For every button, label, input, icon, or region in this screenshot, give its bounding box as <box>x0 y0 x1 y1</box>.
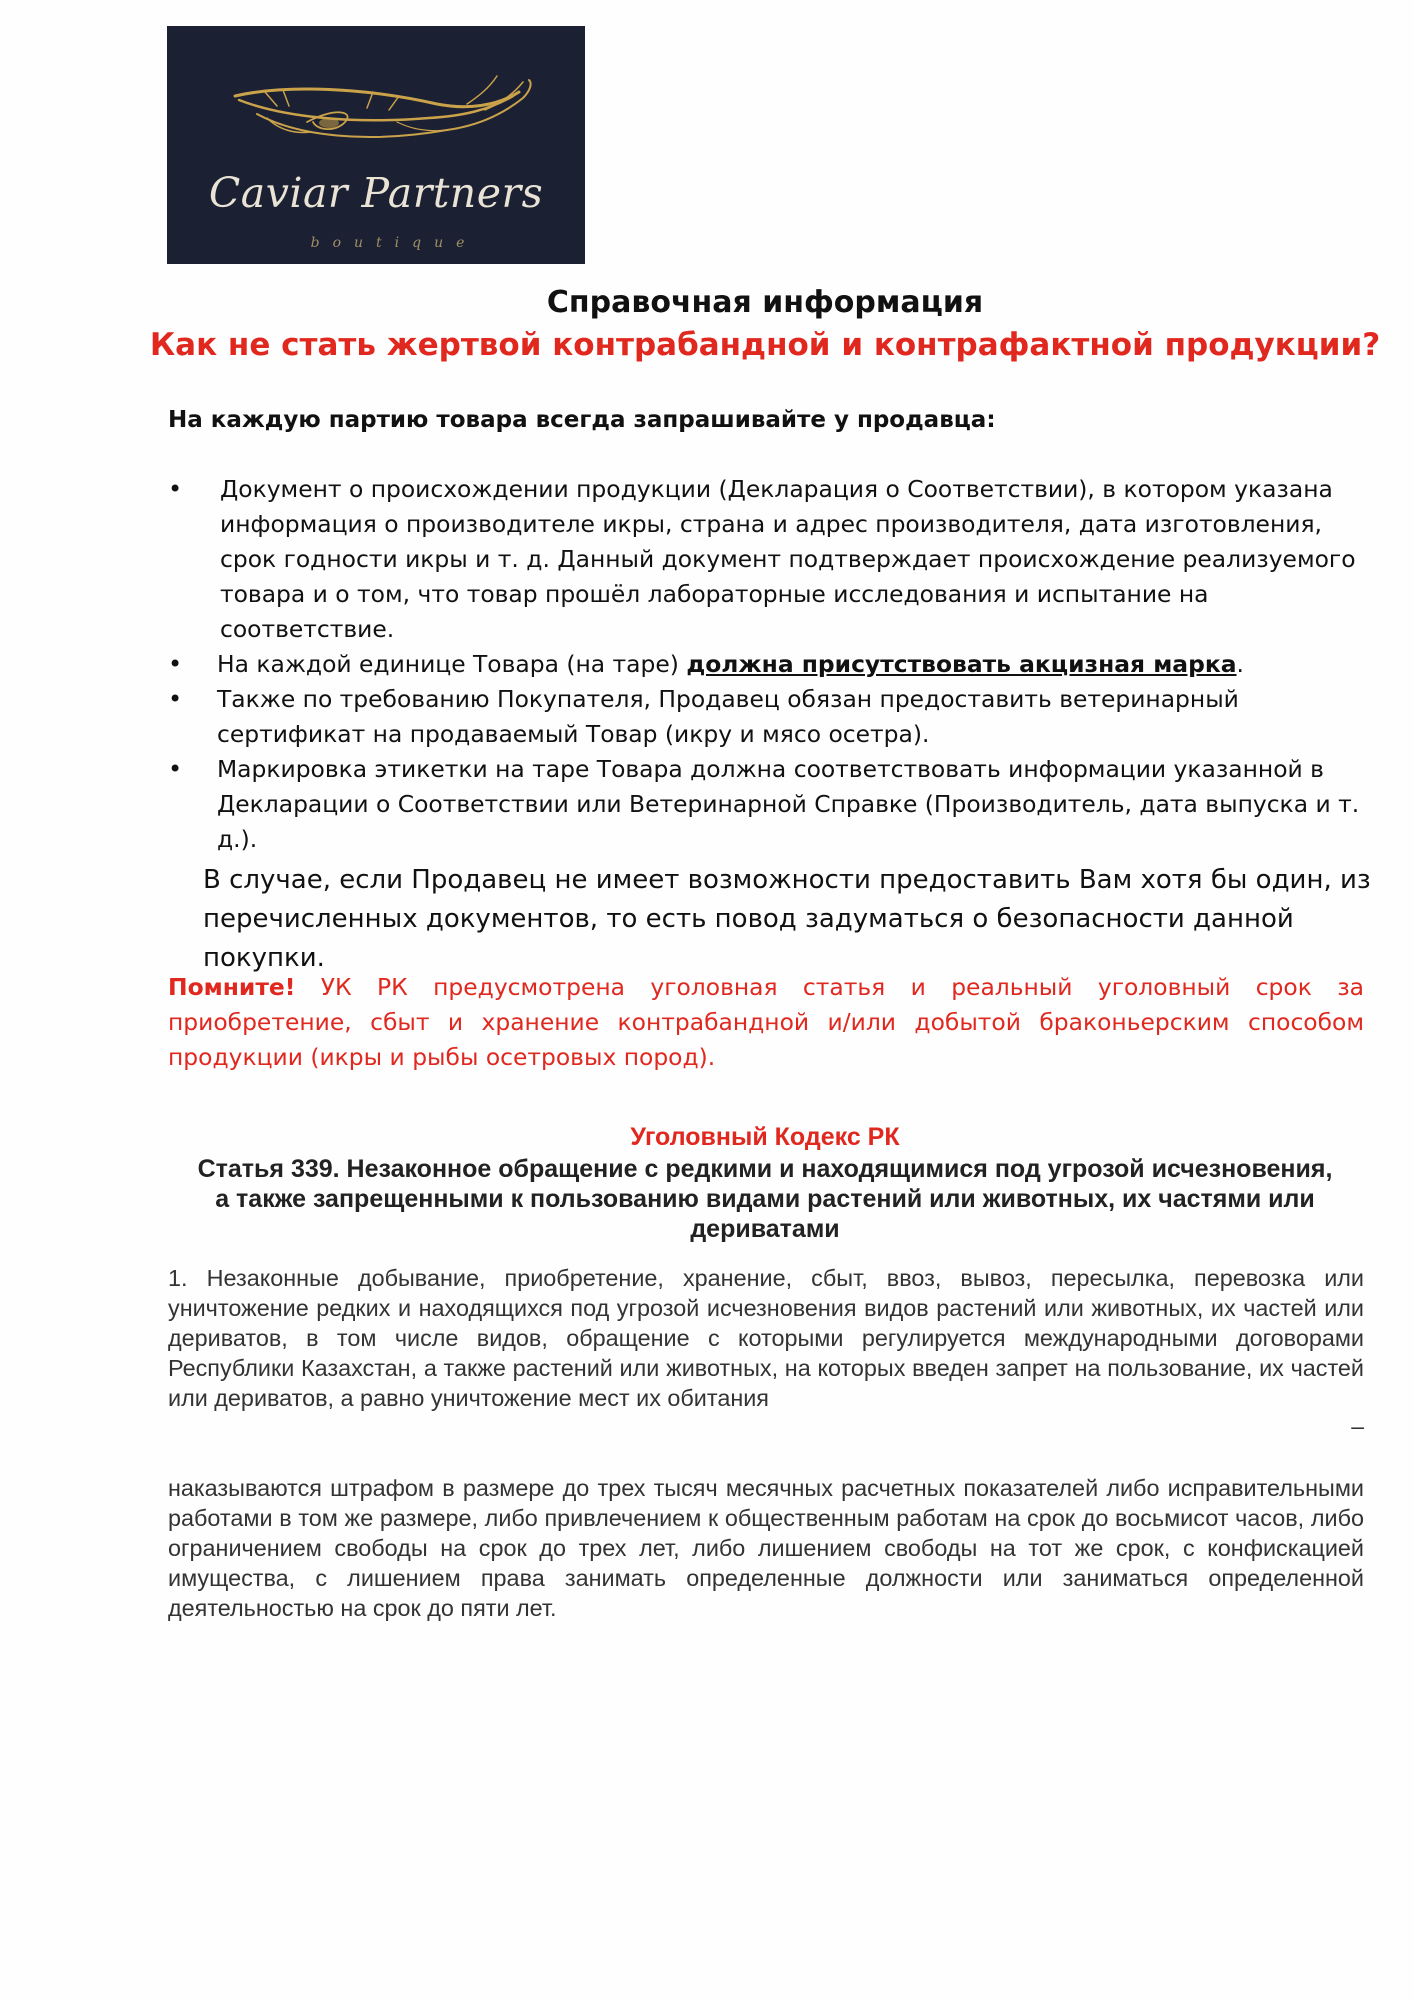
list-item-text: Маркировка этикетки на таре Товара должна соответствовать информации указанной в Декларации о Соответствии или Ветеринарной Справке (Производитель, дата выпуска и т. д.). <box>217 755 1360 853</box>
company-logo <box>167 26 585 264</box>
list-item-text: . <box>1236 650 1244 678</box>
remember-label: Помните! <box>168 973 296 1001</box>
list-item <box>168 647 1368 682</box>
article-title: Статья 339. Незаконное обращение с редкими и находящимися под угрозой исчезновения, а также запрещенными к пользованию видами растений или животных, их частями или дериватами <box>197 1155 1333 1243</box>
warning-note: В случае, если Продавец не имеет возможности предоставить Вам хотя бы один, из перечисленных документов, то есть повод задуматься о безопасности данной покупки. <box>203 865 1371 973</box>
list-item-text: На каждой единице Товара (на таре) <box>217 650 687 678</box>
page-subtitle: Как не стать жертвой контрабандной и контрафактной продукции? <box>149 327 1381 363</box>
criminal-code-heading: Уголовный Кодекс РК <box>630 1123 900 1151</box>
article-dash: – <box>1351 1413 1364 1439</box>
page-title: Справочная информация <box>546 285 984 320</box>
logo-brand-name: Caviar Partners <box>208 169 544 217</box>
list-item-text: Также по требованию Покупателя, Продавец обязан предоставить ветеринарный сертификат на продаваемый Товар (икру и мясо осетра). <box>217 685 1239 748</box>
list-item <box>168 472 1368 647</box>
sturgeon-emblem-icon <box>167 26 585 264</box>
logo-tagline: boutique <box>310 235 478 251</box>
remember-notice <box>168 970 1364 1075</box>
list-item <box>168 752 1368 857</box>
request-heading: На каждую партию товара всегда запрашивайте у продавца: <box>168 407 996 433</box>
article-paragraph-2: наказываются штрафом в размере до трех тысяч месячных расчетных показателей либо исправительными работами в том же размере, либо привлечением к общественным работам на срок до восьмисот часов, либо ограничением свободы на срок до трех лет, либо лишением свободы на тот же срок, с конфискацией имущества, с лишением права занимать определенные должности или заниматься определенной деятельностью на срок до пяти лет. <box>168 1475 1364 1621</box>
list-item <box>168 682 1368 752</box>
list-item-text: Документ о происхождении продукции (Декларация о Соответствии), в котором указана информация о производителе икры, страна и адрес производителя, дата изготовления, срок годности икры и т. д. Данный документ подтверждает происхождение реализуемого товара и о том, что товар прошёл лабораторные исследования и испытание на соответствие. <box>220 475 1356 643</box>
remember-text: УК РК предусмотрена уголовная статья и реальный уголовный срок за приобретение, сбыт и хранение контрабандной и/или добытой браконьерским способом продукции (икры и рыбы осетровых пород). <box>168 973 1364 1071</box>
article-paragraph-1: 1. Незаконные добывание, приобретение, хранение, сбыт, ввоз, вывоз, пересылка, перевозка или уничтожение редких и находящихся под угрозой исчезновения видов растений или животных, их частей или дериватов, в том числе видов, обращение с которыми регулируется международными договорами Республики Казахстан, а также растений или животных, на которых введен запрет на пользование, их частей или дериватов, а равно уничтожение мест их обитания <box>168 1265 1364 1411</box>
requirements-list <box>168 472 1368 857</box>
excise-mark-emphasis: должна присутствовать акцизная марка <box>686 650 1237 678</box>
